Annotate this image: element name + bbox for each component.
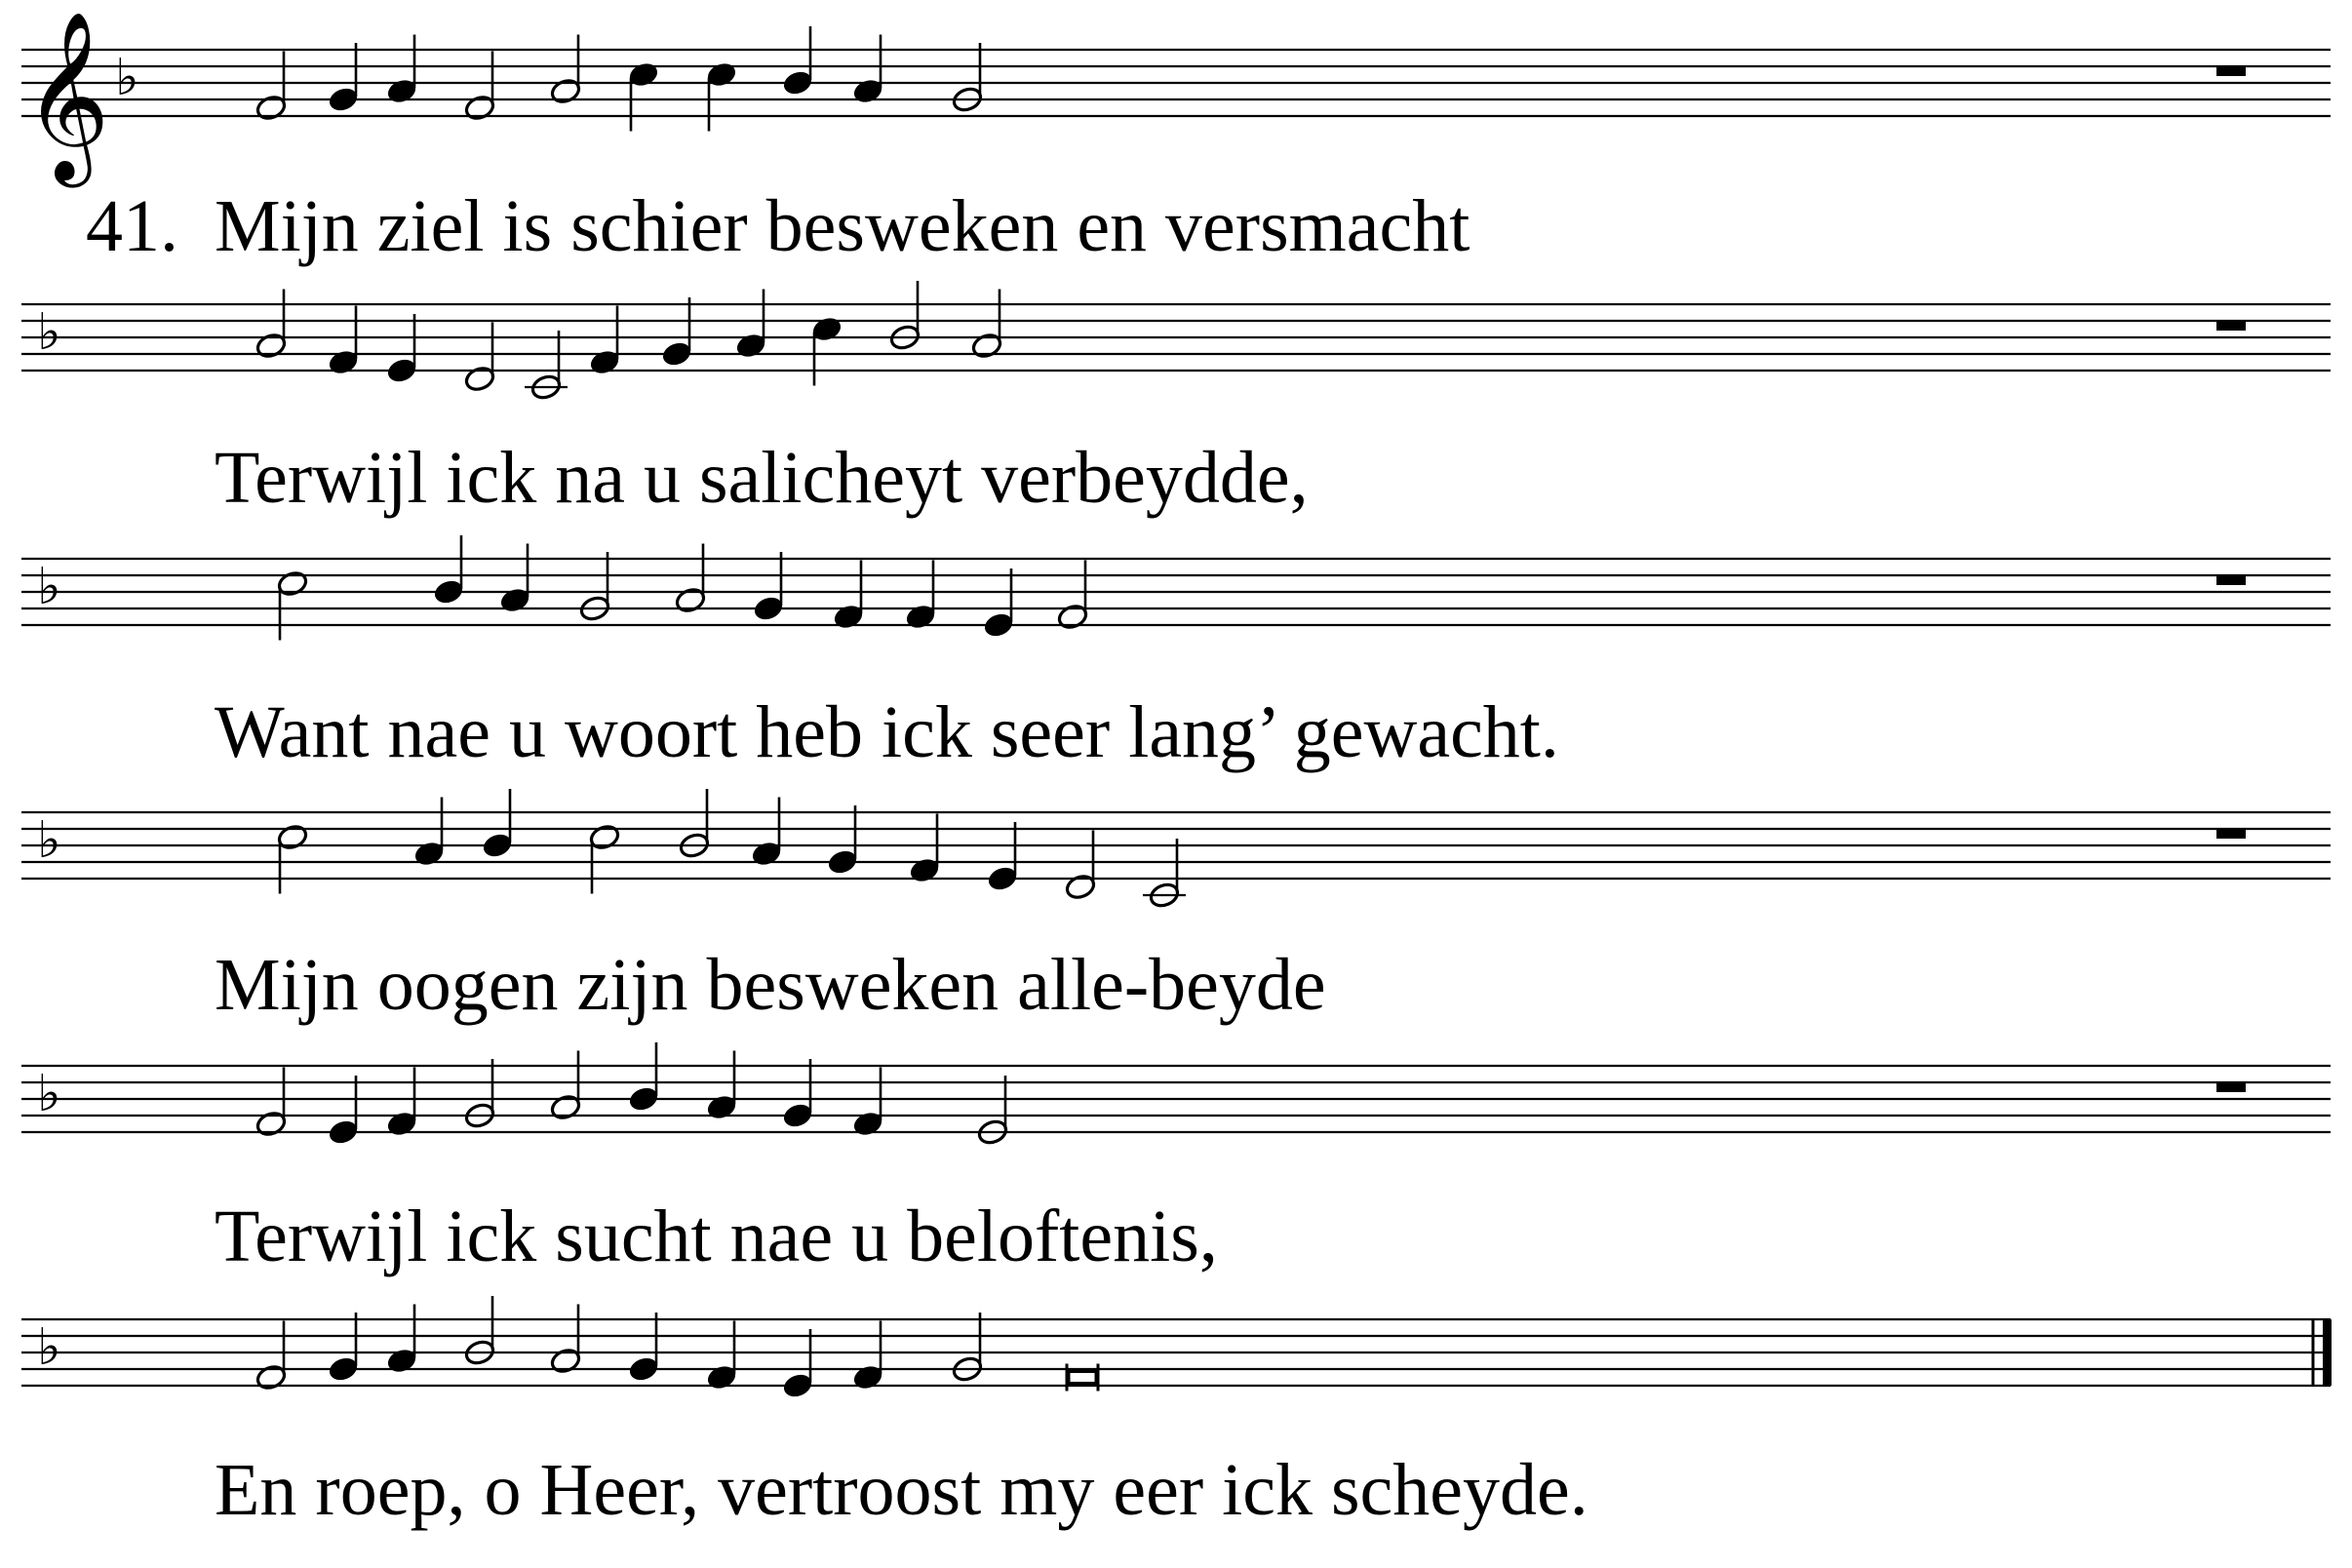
note [385,1305,417,1376]
note [588,823,620,894]
note [627,1042,659,1114]
half-rest-icon [2216,576,2246,585]
staff-4 [21,789,2331,910]
verse-number: 41. [86,185,178,267]
lyric-line-3: Want nae u woort heb ick seer lang’ gewacht. [215,691,1559,773]
half-rest-icon [2216,1083,2246,1092]
key-signature-flat-icon: ♭ [37,811,61,870]
note [327,1313,359,1384]
lyric-line-1: Mijn ziel is schier besweken en versmacht [215,185,1470,267]
note [463,323,495,394]
lyric-line-5: Terwijl ick sucht nae u beloftenis, [215,1196,1218,1277]
half-rest-icon [2216,322,2246,331]
note [904,561,936,632]
note [781,1329,813,1400]
note [255,1321,287,1392]
note [734,290,766,361]
note [627,60,659,132]
note [627,1313,659,1384]
note [255,290,287,361]
note [970,290,1002,361]
breve-notehead [1069,1372,1096,1384]
note [851,1321,883,1392]
key-signature-flat-icon: ♭ [115,49,139,107]
key-signature-flat-icon: ♭ [37,1065,61,1123]
key-signature-flat-icon: ♭ [37,1318,61,1377]
note [976,1076,1008,1147]
staff-3 [21,535,2331,641]
note [463,1059,495,1130]
note [705,60,737,132]
note [549,35,581,106]
note [951,43,983,114]
note [463,52,495,123]
lyric-line-4: Mijn oogen zijn besweken alle-beyde [215,944,1326,1026]
note [674,544,706,615]
lyric-line-2: Terwijl ick na u salicheyt verbeydde, [215,437,1309,519]
staff-5 [21,1042,2331,1147]
note [525,331,568,402]
note [1067,1364,1098,1392]
lyric-line-6: En roep, o Heer, vertroost my eer ick scheyde. [215,1449,1588,1531]
staff-6 [21,1296,2332,1400]
note [1143,839,1186,910]
note [412,798,445,869]
note [385,35,417,106]
note [255,1068,287,1139]
note [660,297,692,369]
note [810,315,843,386]
note [678,789,710,860]
note [982,568,1014,640]
note [1064,831,1096,902]
note [327,43,359,114]
note [327,306,359,377]
half-rest-icon [2216,67,2246,76]
note [549,1051,581,1122]
note [327,1076,359,1147]
half-rest-icon [2216,830,2246,839]
note [705,1051,737,1122]
note [781,26,813,98]
note [986,822,1018,893]
note [750,798,782,869]
note [588,306,620,377]
note [385,314,417,385]
note [549,1305,581,1376]
key-signature-flat-icon: ♭ [37,558,61,616]
note [385,1068,417,1139]
note [481,789,513,860]
note [752,552,784,623]
note [832,561,864,632]
treble-clef-icon: 𝄞 [23,11,110,180]
note [908,814,940,885]
note [498,544,530,615]
note [578,552,610,623]
note [951,1313,983,1384]
note [1056,561,1088,632]
note [781,1059,813,1130]
note [826,805,858,877]
note [888,281,921,352]
note [432,535,464,607]
note [705,1321,737,1392]
note [851,35,883,106]
note [255,52,287,123]
key-signature-flat-icon: ♭ [37,303,61,362]
note [463,1296,495,1367]
note [276,823,308,894]
staff-1 [21,11,2331,188]
note [276,569,308,641]
note [851,1068,883,1139]
staff-2 [21,281,2331,402]
thick-barline [2323,1319,2332,1386]
